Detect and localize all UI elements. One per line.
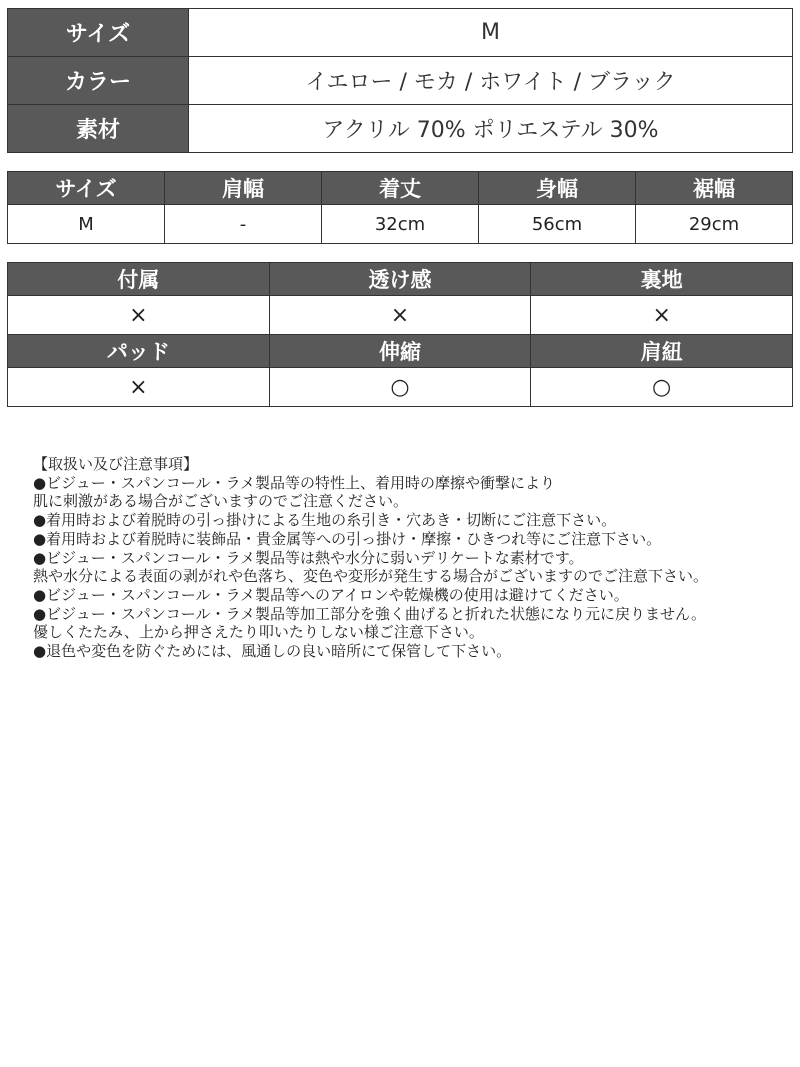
feature-header-row-1 bbox=[8, 263, 793, 296]
feature-value-row-2 bbox=[8, 368, 793, 407]
spec-label-color: カラー bbox=[8, 57, 189, 105]
feature-value-lining: × bbox=[531, 296, 793, 335]
feature-header-stretch: 伸縮 bbox=[269, 335, 531, 368]
feature-header-strap: 肩紐 bbox=[531, 335, 793, 368]
size-header-width: 身幅 bbox=[479, 172, 636, 205]
spec-value-color: イエロー / モカ / ホワイト / ブラック bbox=[189, 57, 793, 105]
feature-value-row-1 bbox=[8, 296, 793, 335]
feature-header-lining: 裏地 bbox=[531, 263, 793, 296]
care-note-line: ●退色や変色を防ぐためには、風通しの良い暗所にて保管して下さい。 bbox=[33, 642, 512, 661]
spec-value-material: アクリル 70% ポリエステル 30% bbox=[189, 105, 793, 153]
care-notes bbox=[33, 455, 793, 661]
feature-value-pad: × bbox=[8, 368, 270, 407]
care-note-line: ●ビジュー・スパンコール・ラメ製品等加工部分を強く曲げると折れた状態になり元に戻りません。 bbox=[33, 604, 706, 623]
feature-value-strap: ○ bbox=[531, 368, 793, 407]
feature-header-sheerness: 透け感 bbox=[269, 263, 531, 296]
size-header-length: 着丈 bbox=[322, 172, 479, 205]
spec-value-size: M bbox=[189, 9, 793, 57]
spec-row-color bbox=[8, 57, 793, 105]
care-note-line: 優しくたたみ、上から押さえたり叩いたりしない様ご注意下さい。 bbox=[33, 623, 484, 642]
size-value-width: 56cm bbox=[479, 205, 636, 244]
care-note-line: ●ビジュー・スパンコール・ラメ製品等は熱や水分に弱いデリケートな素材です。 bbox=[33, 548, 584, 567]
size-header-shoulder: 肩幅 bbox=[165, 172, 322, 205]
care-note-line: ●着用時および着脱時に装飾品・貴金属等への引っ掛け・摩擦・ひきつれ等にご注意下さい。 bbox=[33, 529, 662, 548]
size-value-size: M bbox=[8, 205, 165, 244]
care-note-line: ●ビジュー・スパンコール・ラメ製品等へのアイロンや乾燥機の使用は避けてください。 bbox=[33, 585, 629, 604]
care-note-line: 熱や水分による表面の剥がれや色落ち、変色や変形が発生する場合がございますのでご注意下さい。 bbox=[33, 567, 709, 586]
care-note-line: ●ビジュー・スパンコール・ラメ製品等の特性上、着用時の摩擦や衝撃により bbox=[33, 473, 556, 492]
care-notes-title: 【取扱い及び注意事項】 bbox=[33, 455, 199, 473]
feature-value-stretch: ○ bbox=[269, 368, 531, 407]
size-header-row bbox=[8, 172, 793, 205]
feature-header-accessory: 付属 bbox=[8, 263, 270, 296]
feature-value-sheerness: × bbox=[269, 296, 531, 335]
feature-header-row-2 bbox=[8, 335, 793, 368]
size-header-size: サイズ bbox=[8, 172, 165, 205]
care-note-line: 肌に刺激がある場合がございますのでご注意ください。 bbox=[33, 492, 409, 511]
size-value-length: 32cm bbox=[322, 205, 479, 244]
care-note-line: ●着用時および着脱時の引っ掛けによる生地の糸引き・穴あき・切断にご注意下さい。 bbox=[33, 511, 617, 530]
size-header-hem: 裾幅 bbox=[636, 172, 793, 205]
feature-value-accessory: × bbox=[8, 296, 270, 335]
size-table bbox=[7, 171, 793, 244]
feature-table bbox=[7, 262, 793, 407]
spec-label-size: サイズ bbox=[8, 9, 189, 57]
spec-row-size bbox=[8, 9, 793, 57]
spec-table bbox=[7, 8, 793, 153]
size-value-hem: 29cm bbox=[636, 205, 793, 244]
size-value-row bbox=[8, 205, 793, 244]
feature-header-pad: パッド bbox=[8, 335, 270, 368]
spec-label-material: 素材 bbox=[8, 105, 189, 153]
spec-row-material bbox=[8, 105, 793, 153]
size-value-shoulder: - bbox=[165, 205, 322, 244]
